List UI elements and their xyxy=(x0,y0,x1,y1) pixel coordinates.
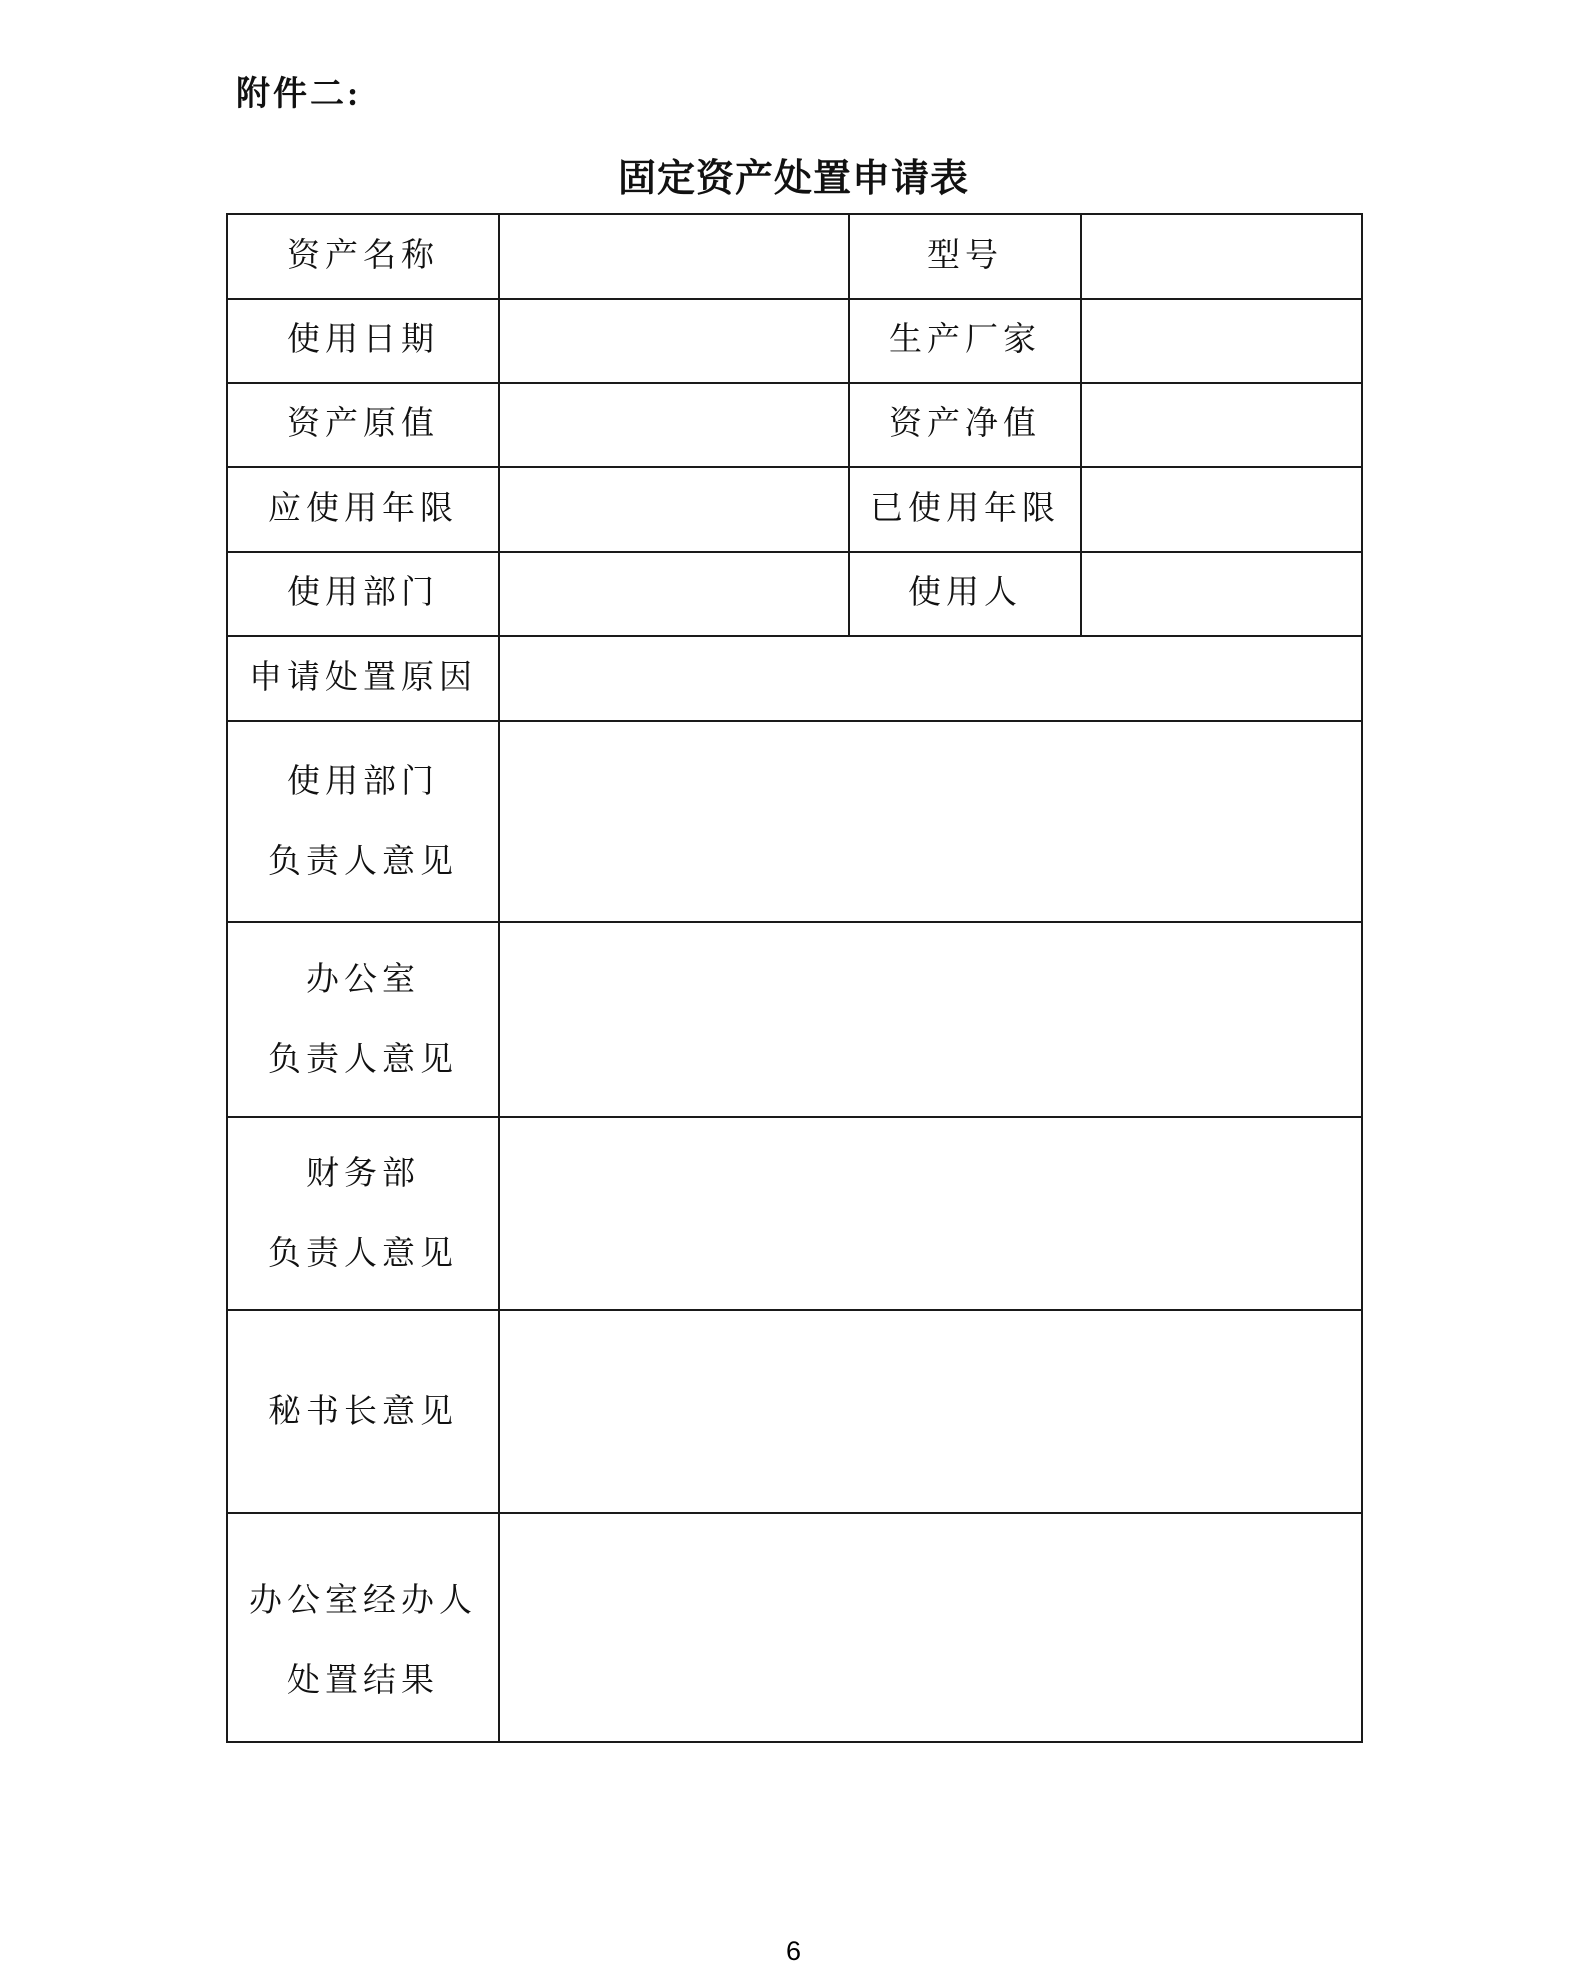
field-original-value xyxy=(499,383,849,467)
table-row xyxy=(227,467,1362,552)
field-model xyxy=(1081,214,1362,299)
label-line: 处置结果 xyxy=(287,1662,439,1699)
table-row xyxy=(227,383,1362,467)
label-line: 负责人意见 xyxy=(268,1041,458,1078)
field-using-department xyxy=(499,552,849,636)
field-used-service-life xyxy=(1081,467,1362,552)
field-office-handler-disposal-result xyxy=(499,1513,1362,1742)
field-user xyxy=(1081,552,1362,636)
field-asset-name xyxy=(499,214,849,299)
table-row xyxy=(227,1310,1362,1513)
table-row xyxy=(227,636,1362,721)
table-row xyxy=(227,214,1362,299)
table-row xyxy=(227,922,1362,1117)
label-line: 财务部 xyxy=(306,1155,420,1192)
table-row xyxy=(227,1117,1362,1310)
label-use-date: 使用日期 xyxy=(227,299,499,383)
label-line: 负责人意见 xyxy=(268,843,458,880)
field-finance-head-opinion xyxy=(499,1117,1362,1310)
label-line: 使用部门 xyxy=(287,763,439,800)
label-line: 办公室 xyxy=(306,961,420,998)
label-office-handler-disposal-result xyxy=(227,1513,499,1742)
field-use-date xyxy=(499,299,849,383)
attachment-label: 附件二: xyxy=(236,76,362,113)
field-expected-service-life xyxy=(499,467,849,552)
table-row xyxy=(227,1513,1362,1742)
label-line: 秘书长意见 xyxy=(268,1393,458,1430)
table-row xyxy=(227,552,1362,636)
table-row xyxy=(227,299,1362,383)
page-number: 6 xyxy=(785,1936,802,1966)
table-row xyxy=(227,721,1362,922)
field-secretary-general-opinion xyxy=(499,1310,1362,1513)
label-used-service-life: 已使用年限 xyxy=(849,467,1081,552)
label-user: 使用人 xyxy=(849,552,1081,636)
label-model: 型号 xyxy=(849,214,1081,299)
label-expected-service-life: 应使用年限 xyxy=(227,467,499,552)
label-manufacturer: 生产厂家 xyxy=(849,299,1081,383)
field-disposal-reason xyxy=(499,636,1362,721)
label-using-department: 使用部门 xyxy=(227,552,499,636)
label-secretary-general-opinion xyxy=(227,1310,499,1513)
page-title: 固定资产处置申请表 xyxy=(617,158,969,200)
field-manufacturer xyxy=(1081,299,1362,383)
label-line: 负责人意见 xyxy=(268,1235,458,1272)
field-net-value xyxy=(1081,383,1362,467)
label-finance-head-opinion xyxy=(227,1117,499,1310)
label-line: 办公室经办人 xyxy=(249,1582,477,1619)
field-using-department-head-opinion xyxy=(499,721,1362,922)
label-asset-name: 资产名称 xyxy=(227,214,499,299)
field-office-head-opinion xyxy=(499,922,1362,1117)
label-using-department-head-opinion xyxy=(227,721,499,922)
label-office-head-opinion xyxy=(227,922,499,1117)
asset-disposal-form-table xyxy=(226,213,1363,1743)
label-net-value: 资产净值 xyxy=(849,383,1081,467)
label-original-value: 资产原值 xyxy=(227,383,499,467)
label-disposal-reason: 申请处置原因 xyxy=(227,636,499,721)
